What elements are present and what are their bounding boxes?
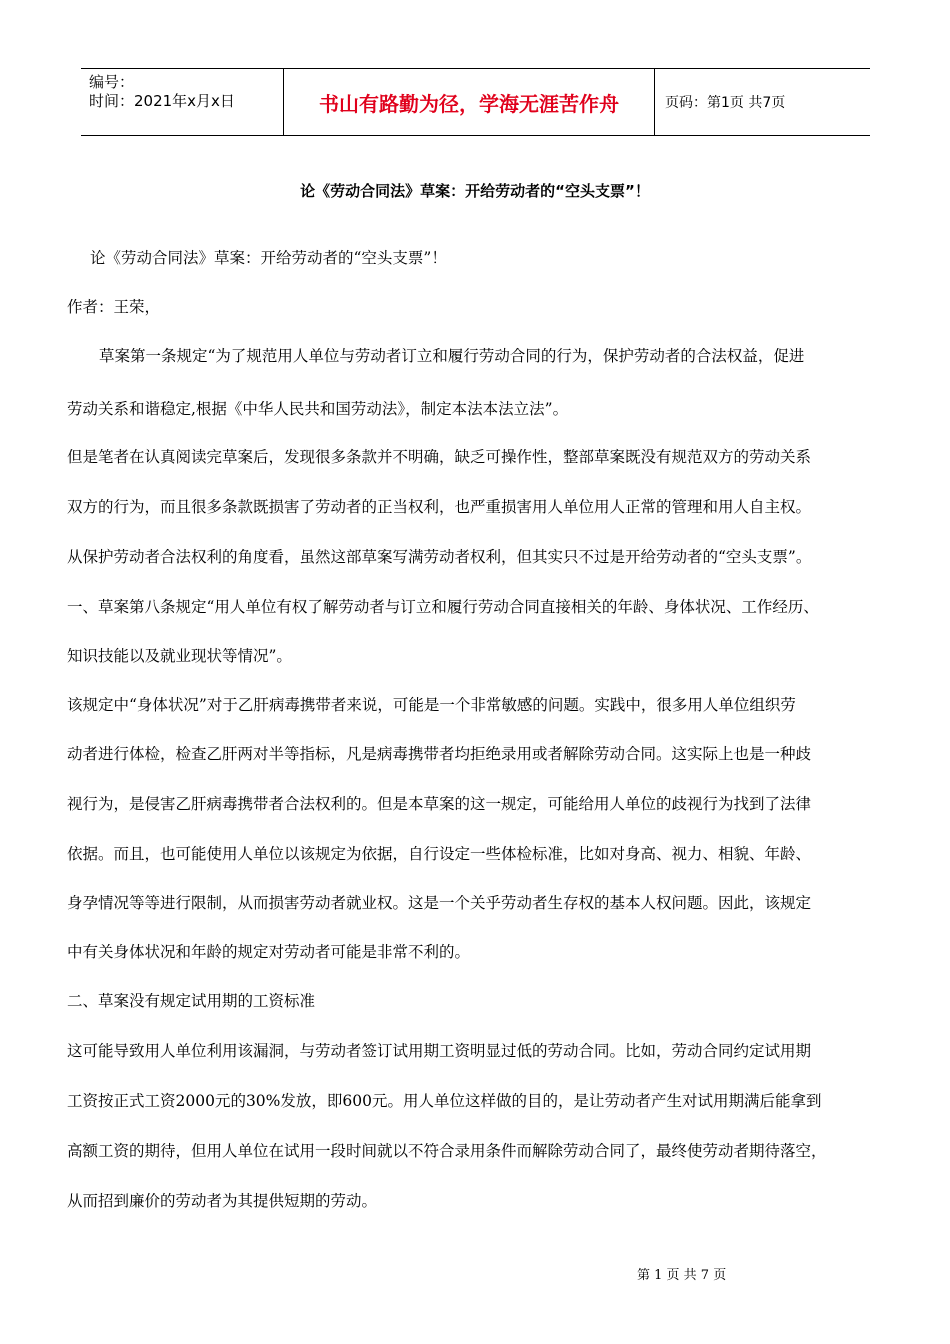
header-table — [81, 68, 870, 136]
time-label: 时间：2021年x月x日 — [89, 92, 235, 110]
text-line: 高额工资的期待，但用人单位在试用一段时间就以不符合录用条件而解除劳动合同了，最终使劳动者期待落空， — [67, 1142, 827, 1160]
text-line: 视行为，是侵害乙肝病毒携带者合法权利的。但是本草案的这一规定，可能给用人单位的歧视行为找到了法律 — [67, 795, 812, 813]
text-line: 知识技能以及就业现状等情况”。 — [67, 647, 292, 665]
text-line: 劳动关系和谐稳定,根据《中华人民共和国劳动法》，制定本法本法立法”。 — [67, 400, 569, 418]
author-line: 作者：王荣， — [67, 298, 161, 316]
text-line: 一、草案第八条规定“用人单位有权了解劳动者与订立和履行劳动合同直接相关的年龄、身体状况、工作经历、 — [67, 598, 819, 616]
text-line: 依据。而且，也可能使用人单位以该规定为依据，自行设定一些体检标准，比如对身高、视力、相貌、年龄、 — [67, 845, 812, 863]
text-line: 该规定中“身体状况”对于乙肝病毒携带者来说，可能是一个非常敏感的问题。实践中，很多用人单位组织劳 — [67, 696, 796, 714]
text-line: 双方的行为，而且很多条款既损害了劳动者的正当权利，也严重损害用人单位用人正常的管理和用人自主权。 — [67, 498, 812, 516]
text-line: 工资按正式工资2000元的30%发放，即600元。用人单位这样做的目的，是让劳动者产生对试用期满后能拿到 — [67, 1092, 822, 1110]
text-line: 身孕情况等等进行限制，从而损害劳动者就业权。这是一个关乎劳动者生存权的基本人权问题。因此，该规定 — [67, 894, 812, 912]
text-line: 草案第一条规定“为了规范用人单位与劳动者订立和履行劳动合同的行为，保护劳动者的合法权益，促进 — [99, 347, 805, 365]
document-title: 论《劳动合同法》草案：开给劳动者的“空头支票”！ — [300, 182, 650, 200]
serial-label: 编号： — [89, 73, 135, 91]
text-line: 动者进行体检，检查乙肝两对半等指标，凡是病毒携带者均拒绝录用或者解除劳动合同。这实际上也是一种歧 — [67, 745, 812, 763]
text-line: 二、草案没有规定试用期的工资标准 — [67, 992, 316, 1010]
page-info: 页码：第1页 共7页 — [665, 95, 786, 111]
text-line: 从而招到廉价的劳动者为其提供短期的劳动。 — [67, 1192, 378, 1210]
text-line: 这可能导致用人单位利用该漏洞，与劳动者签订试用期工资明显过低的劳动合同。比如，劳动合同约定试用期 — [67, 1042, 812, 1060]
text-line: 从保护劳动者合法权利的角度看，虽然这部草案写满劳动者权利，但其实只不过是开给劳动者的“空头支票”。 — [67, 548, 812, 566]
text-line: 但是笔者在认真阅读完草案后，发现很多条款并不明确，缺乏可操作性，整部草案既没有规范双方的劳动关系 — [67, 448, 812, 466]
motto: 书山有路勤为径，学海无涯苦作舟 — [283, 69, 655, 135]
page-footer: 第 1 页 共 7 页 — [637, 1268, 727, 1283]
text-line: 中有关身体状况和年龄的规定对劳动者可能是非常不利的。 — [67, 943, 471, 961]
header-left-cell — [81, 69, 283, 135]
text-line: 论《劳动合同法》草案：开给劳动者的“空头支票”！ — [90, 249, 447, 267]
